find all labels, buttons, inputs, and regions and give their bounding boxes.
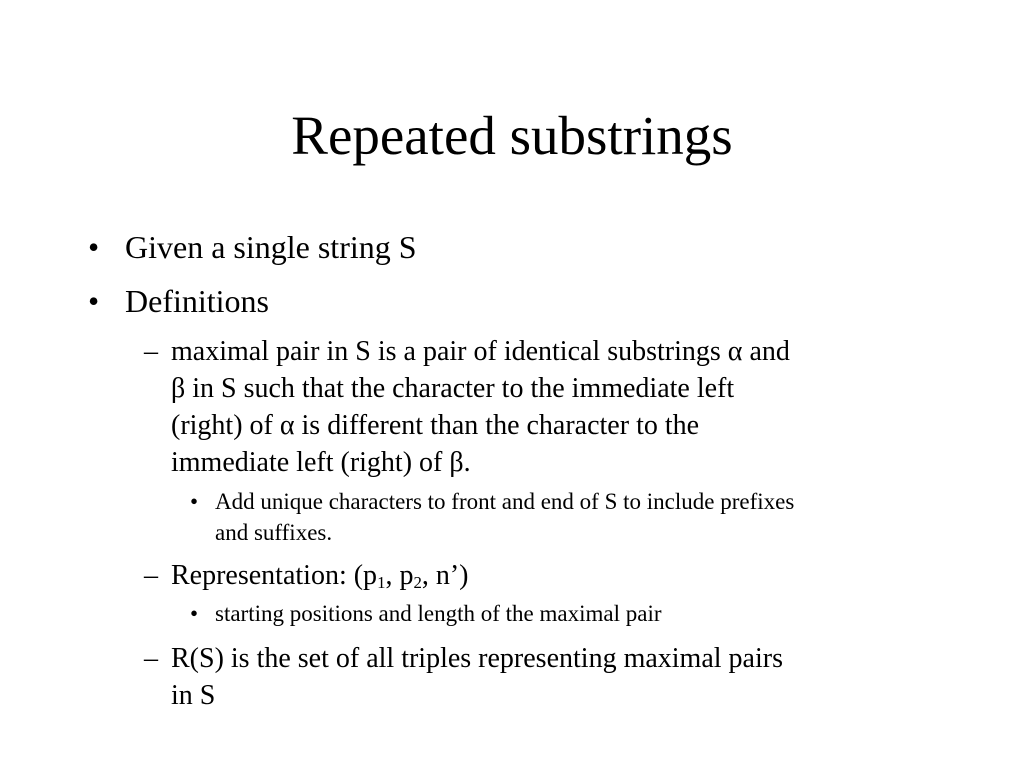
representation-prefix: Representation: (p <box>171 560 378 591</box>
subsub-bullet-marker: • <box>190 601 199 626</box>
sub-bullet-marker: – <box>144 560 158 591</box>
sub-bullet-marker: – <box>144 336 158 367</box>
maximal-pair-line-4: immediate left (right) of β. <box>171 447 471 478</box>
unique-characters-line-1: Add unique characters to front and end of S to include prefixes <box>215 489 795 514</box>
bullet-marker: • <box>88 229 100 265</box>
subsub-bullet-marker: • <box>190 489 199 514</box>
representation-text <box>171 557 469 594</box>
rs-line-2: in S <box>171 680 216 711</box>
bullet-text: Definitions <box>125 283 269 319</box>
maximal-pair-line-3: (right) of α is different than the character to the <box>171 410 700 441</box>
maximal-pair-line-1: maximal pair in S is a pair of identical substrings α and <box>171 336 790 367</box>
unique-characters-line-2: and suffixes. <box>215 520 333 545</box>
representation-suffix: , n’) <box>421 560 469 591</box>
maximal-pair-line-2: β in S such that the character to the immediate left <box>171 373 735 404</box>
bullet-text: Given a single string S <box>125 229 417 265</box>
representation-mid: , p <box>385 560 414 591</box>
subscript-1: 1 <box>377 573 386 593</box>
subscript-2: 2 <box>413 573 422 593</box>
starting-positions-text: starting positions and length of the maximal pair <box>215 601 662 626</box>
bullet-marker: • <box>88 283 100 319</box>
rs-line-1: R(S) is the set of all triples representing maximal pairs <box>171 643 783 674</box>
slide-title: Repeated substrings <box>291 105 733 166</box>
sub-bullet-marker: – <box>144 643 158 674</box>
